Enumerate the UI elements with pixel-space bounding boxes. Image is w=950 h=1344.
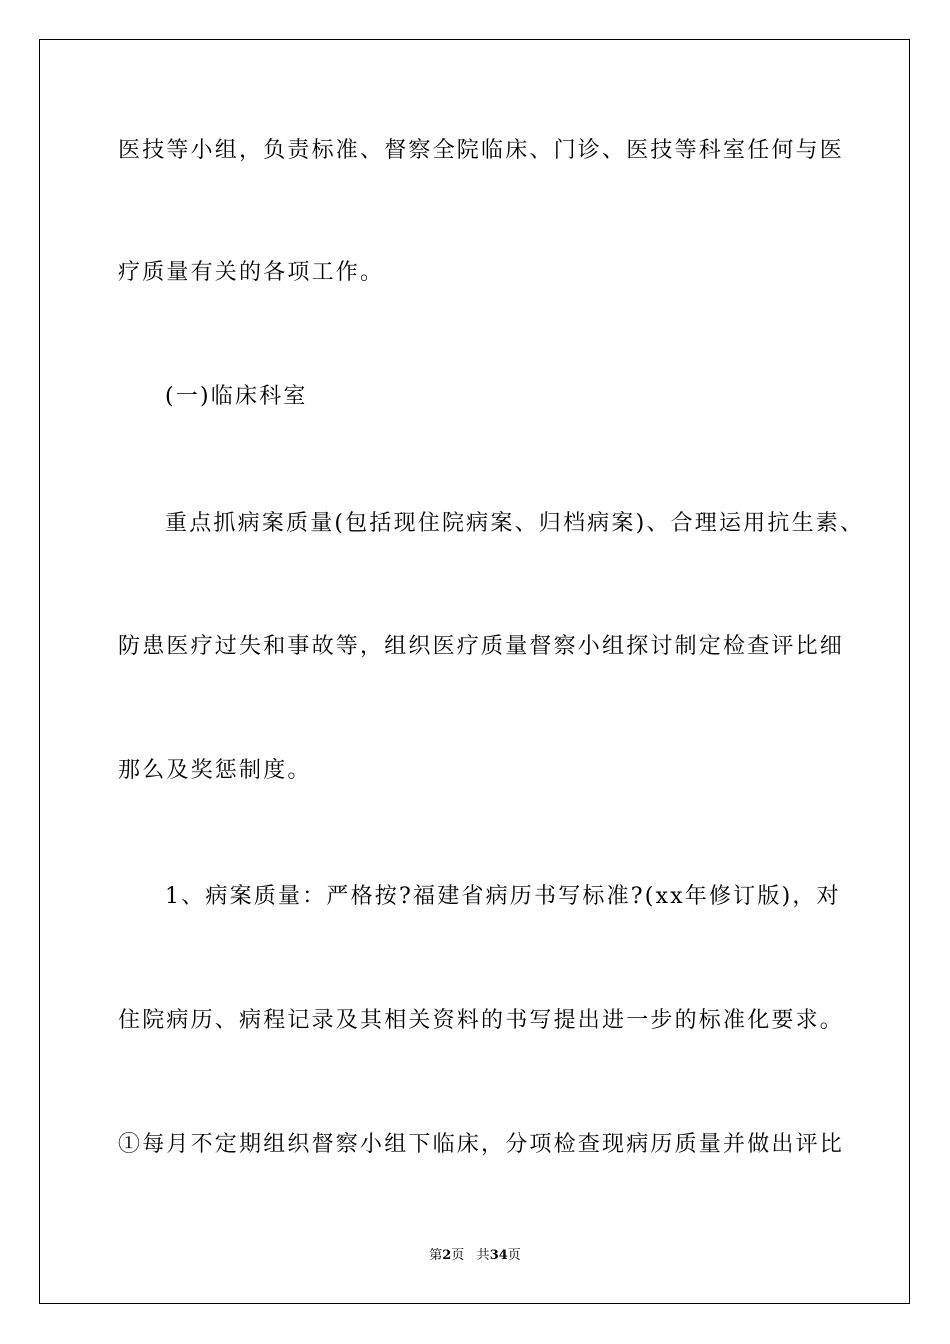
body-text-line-1: 医技等小组，负责标准、督察全院临床、门诊、医技等科室任何与医	[118, 138, 845, 163]
footer-page-number: 2	[442, 1248, 452, 1263]
body-text-line-7: ①每月不定期组织督察小组下临床，分项检查现病历质量并做出评比	[118, 1132, 845, 1157]
page-border	[39, 39, 910, 1304]
body-text-line-6: 住院病历、病程记录及其相关资料的书写提出进一步的标准化要求。	[118, 1008, 845, 1033]
section-heading: (一)临床科室	[165, 384, 308, 409]
footer-page-suffix: 页	[451, 1248, 465, 1263]
footer-total-prefix: 共	[476, 1248, 490, 1263]
list-item-1: 1、病案质量：严格按?福建省病历书写标准?(xx年修订版)，对	[165, 884, 841, 909]
footer-page-prefix: 第	[429, 1248, 443, 1263]
footer-total-suffix: 页	[507, 1248, 521, 1263]
body-text-line-3: 重点抓病案质量(包括现住院病案、归档病案)、合理运用抗生素、	[165, 511, 865, 536]
footer-gap	[464, 1248, 476, 1263]
page-footer	[0, 1247, 950, 1265]
body-text-line-4: 防患医疗过失和事故等，组织医疗质量督察小组探讨制定检查评比细	[118, 634, 845, 659]
body-text-line-2: 疗质量有关的各项工作。	[118, 260, 385, 285]
body-text-line-5: 那么及奖惩制度。	[118, 758, 312, 783]
footer-total-pages: 34	[489, 1248, 508, 1263]
